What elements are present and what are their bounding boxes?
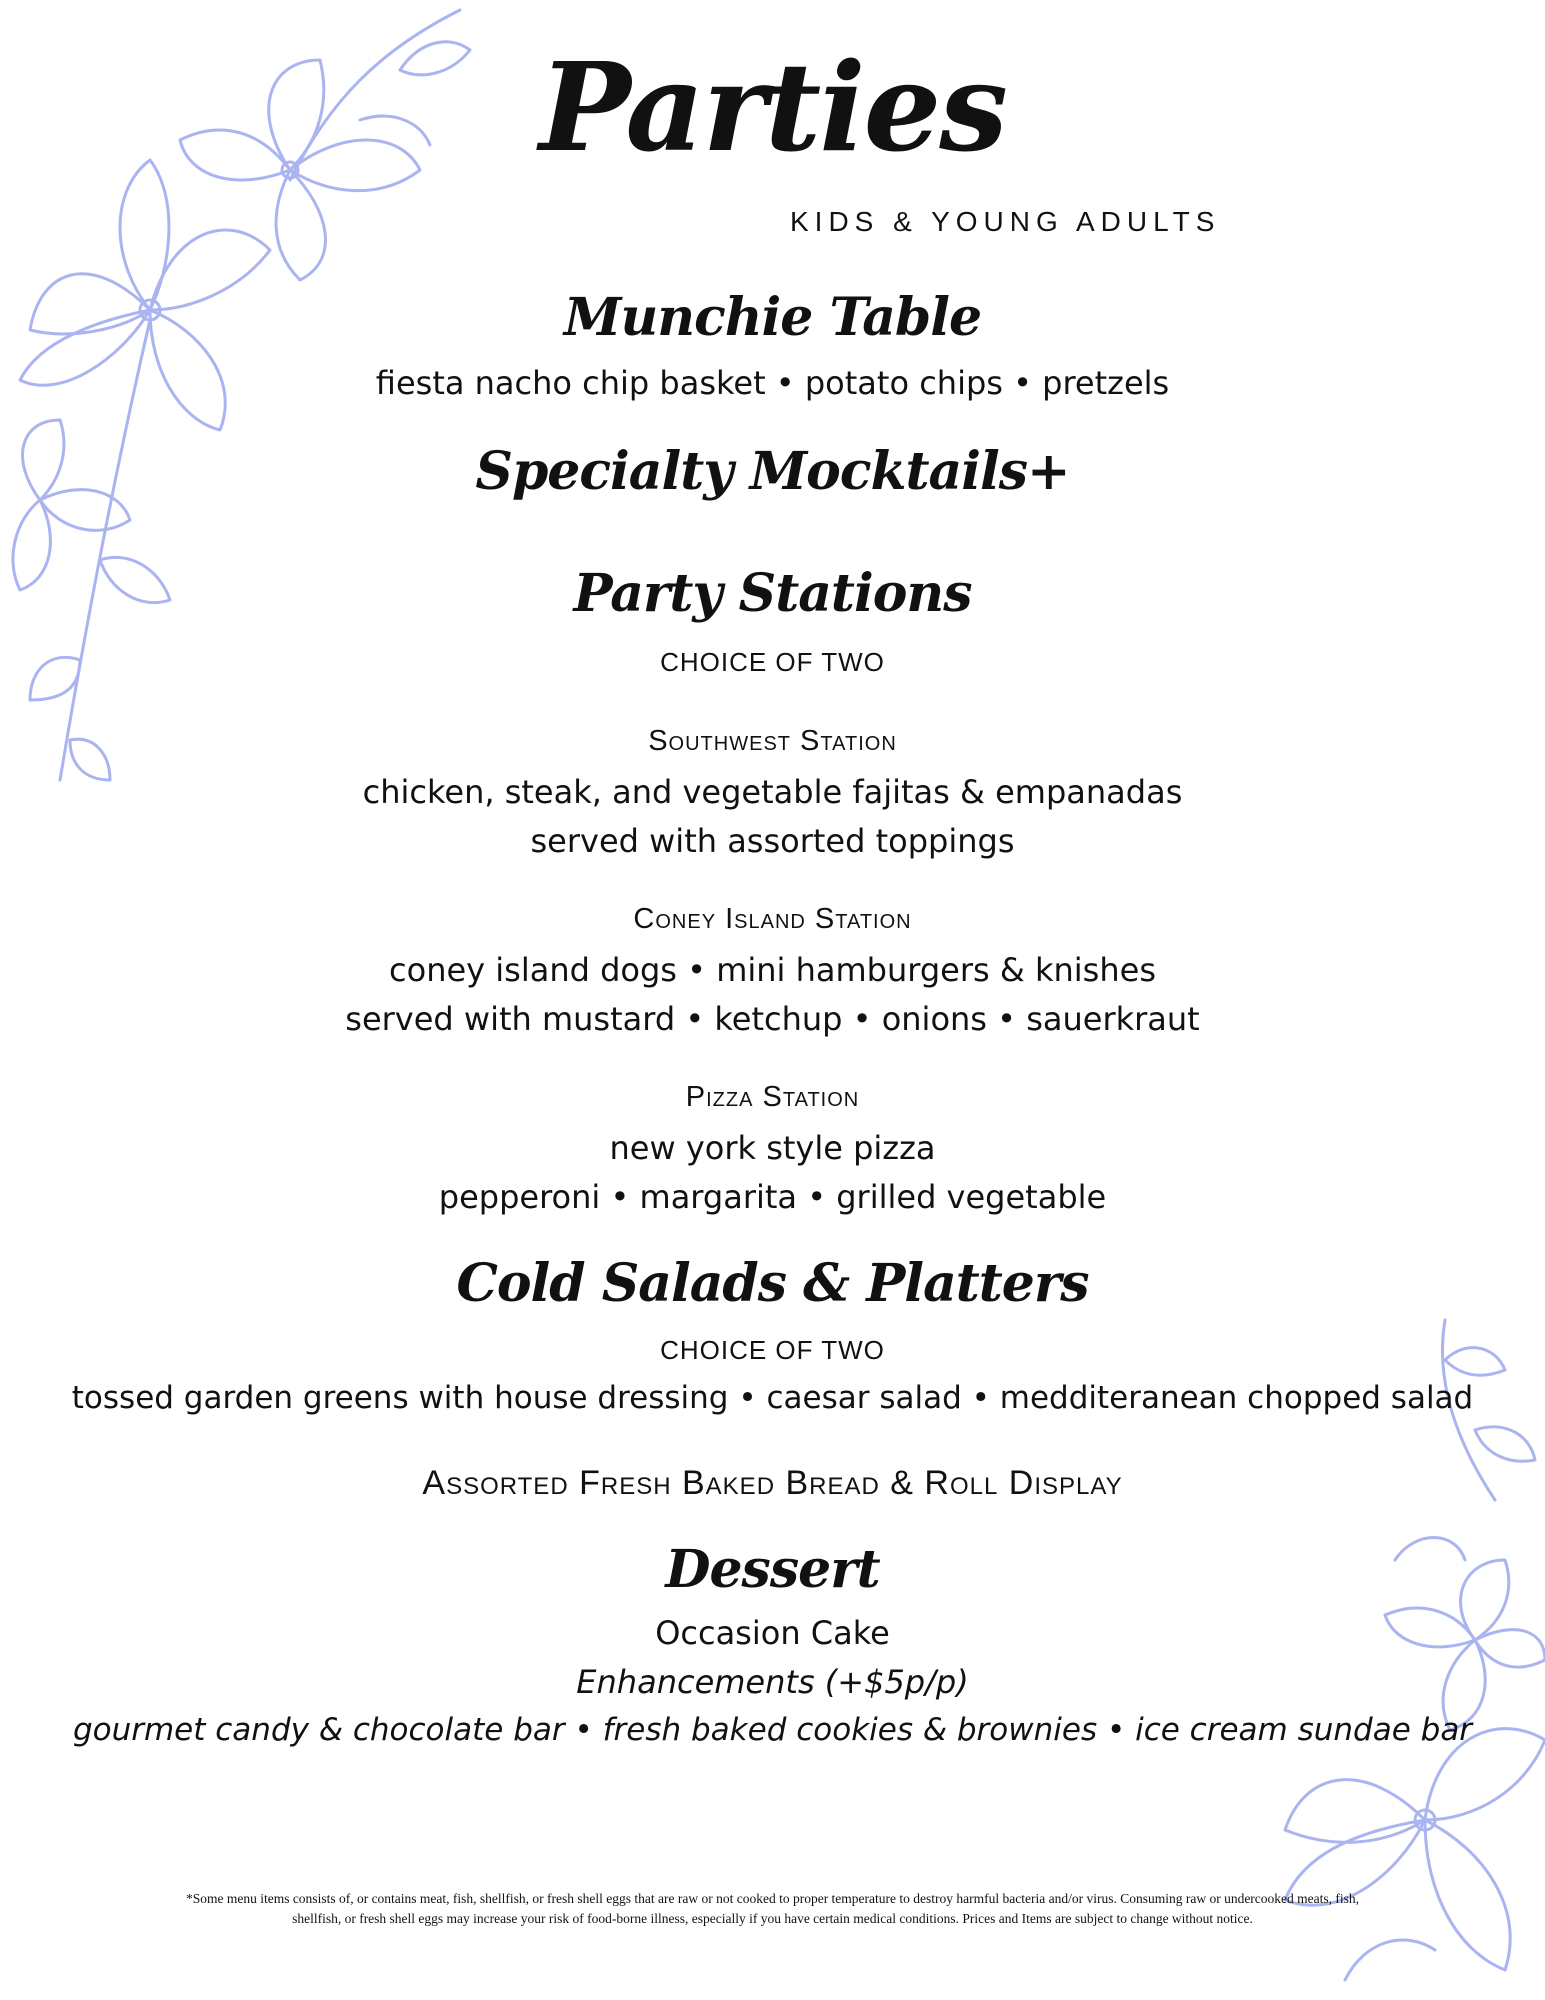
salads-choice: CHOICE OF TWO bbox=[660, 1335, 885, 1365]
stations-heading: Party Stations bbox=[573, 563, 972, 624]
pizza-line-2: pepperoni • margarita • grilled vegetable bbox=[438, 1178, 1107, 1216]
dessert-heading: Dessert bbox=[665, 1539, 880, 1600]
coney-line-1: coney island dogs • mini hamburgers & knishes bbox=[389, 951, 1156, 989]
salads-heading: Cold Salads & Platters bbox=[456, 1253, 1089, 1314]
bread-display: Assorted Fresh Baked Bread & Roll Display bbox=[422, 1464, 1123, 1502]
footer-disclaimer: *Some menu items consists of, or contains meat, fish, shellfish, or fresh shell eggs that are raw or not cooked to proper temperature to destroy harmful bacteria and/or virus. Consuming raw or undercooked meats, fish, shellfish, or fresh shell eggs may increase your risk of food-borne illness, especially if you have certain medical conditions. Prices and Items are subject to change without notice. bbox=[185, 1891, 1360, 1927]
munchie-heading: Munchie Table bbox=[563, 287, 982, 348]
southwest-line-1: chicken, steak, and vegetable fajitas & empanadas bbox=[362, 773, 1183, 811]
pizza-line-1: new york style pizza bbox=[609, 1129, 936, 1167]
dessert-item: Occasion Cake bbox=[655, 1614, 890, 1652]
munchie-items: fiesta nacho chip basket • potato chips • pretzels bbox=[375, 364, 1170, 402]
dessert-enhancement-items: gourmet candy & chocolate bar • fresh baked cookies & brownies • ice cream sundae bar bbox=[72, 1712, 1473, 1748]
page-subtitle: KIDS & YOUNG ADULTS bbox=[790, 206, 1221, 237]
mocktails-heading: Specialty Mocktails+ bbox=[475, 441, 1070, 502]
coney-station-name: Coney Island Station bbox=[633, 903, 912, 935]
pizza-station-name: Pizza Station bbox=[685, 1081, 860, 1113]
coney-line-2: served with mustard • ketchup • onions • sauerkraut bbox=[345, 1000, 1200, 1038]
dessert-enhancements: Enhancements (+$5p/p) bbox=[576, 1663, 969, 1701]
stations-choice: CHOICE OF TWO bbox=[660, 647, 885, 677]
southwest-line-2: served with assorted toppings bbox=[530, 822, 1015, 860]
page-title: Parties bbox=[539, 35, 1006, 179]
southwest-station-name: Southwest Station bbox=[648, 725, 897, 757]
salads-items: tossed garden greens with house dressing • caesar salad • medditeranean chopped salad bbox=[71, 1380, 1474, 1416]
